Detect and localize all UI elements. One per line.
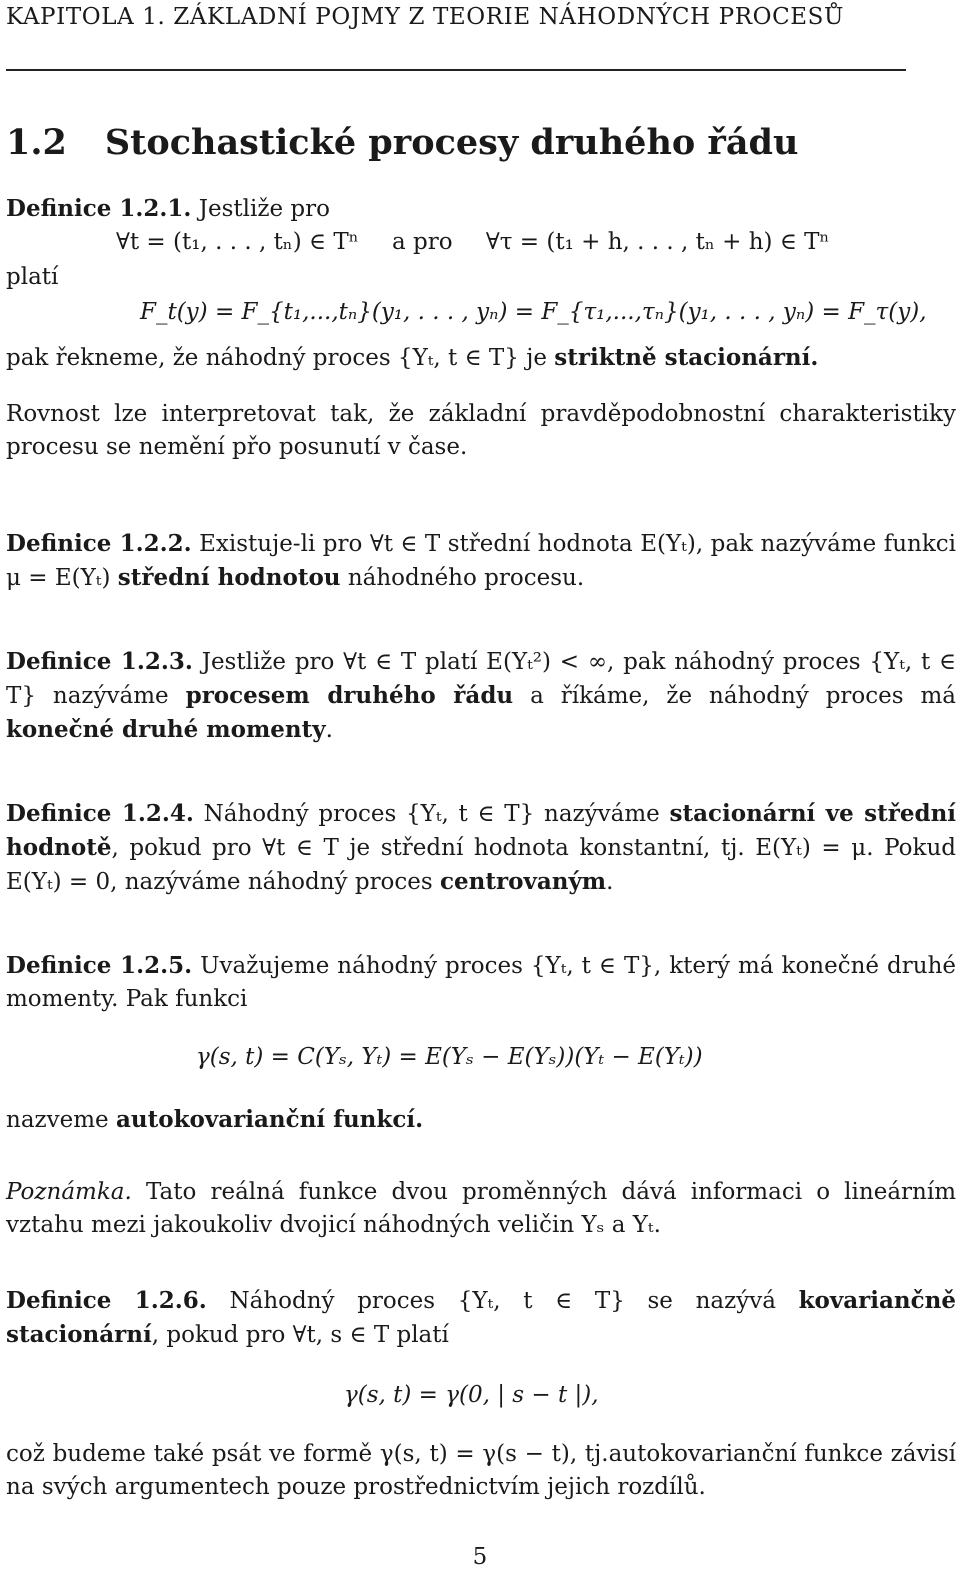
section-title: Stochastické procesy druhého řádu [104,122,799,163]
def2-text: Existuje-li pro ∀t ∈ T střední hodnota E(Yₜ), pak nazýváme funkci μ = E(Yₜ) [6,531,957,591]
def3-paragraph [6,645,956,747]
section-number: 1.2 [6,122,67,163]
page-number: 5 [472,1544,488,1570]
chapter-header: KAPITOLA 1. ZÁKLADNÍ POJMY Z TEORIE NÁHODNÝCH PROCESŮ [6,4,845,30]
def3-term1: procesem druhého řádu [185,682,514,709]
def1-label: Definice 1.2.1. [6,195,192,222]
def1-andfor: a pro [391,229,453,255]
def6-text: Náhodný proces {Yₜ, t ∈ T} se nazývá [229,1288,776,1314]
def5-after [6,1103,423,1137]
def1-line1 [6,192,330,226]
def6-label: Definice 1.2.6. [6,1287,207,1314]
def2-term: střední hodnotou [117,564,341,591]
def4-paragraph [6,797,956,899]
def4-term2: centrovaným [440,868,607,895]
def1-concl-text: pak řekneme, že náhodný proces {Yₜ, t ∈ T} je [6,345,547,371]
def1-term: striktně stacionární. [554,344,819,371]
note-text: Tato reálná funkce dvou proměnných dává informaci o lineárním vztahu mezi jakoukoliv dvojicí náhodných veličin Yₛ a Yₜ. [6,1179,957,1238]
def1-cond1: ∀t = (t₁, . . . , tₙ) ∈ Tⁿ [116,229,359,255]
def2-label: Definice 1.2.2. [6,530,192,557]
def2-text-post: náhodného procesu. [347,565,585,591]
def6-term: kovariančně stacionární [6,1287,957,1348]
def1-conclusion [6,341,818,375]
def1-plati: platí [6,264,59,290]
def6-after: což budeme také psát ve formě γ(s, t) = γ(s − t), tj.autokovarianční funkce závisí na svých argumentech pouze prostřednictvím jejich rozdílů. [6,1441,956,1500]
def5-formula: γ(s, t) = C(Yₛ, Yₜ) = E(Yₛ − E(Yₛ))(Yₜ − E(Yₜ)) [196,1044,703,1070]
def6-text-post: , pokud pro ∀t, s ∈ T platí [151,1322,449,1348]
section-heading [6,120,798,166]
def4-label: Definice 1.2.4. [6,800,194,827]
def3-text: Jestliže pro ∀t ∈ T platí E(Yₜ²) < ∞, pak náhodný proces {Yₜ, t ∈ T} nazýváme [6,649,957,709]
def1-conditions [116,226,829,259]
def5-paragraph [6,949,956,1016]
note-paragraph [6,1176,956,1242]
def4-text-post: . [606,869,614,895]
def1-cond2: ∀τ = (t₁ + h, . . . , tₙ + h) ∈ Tⁿ [485,229,830,255]
def3-text-mid: a říkáme, že náhodný proces má [530,683,957,709]
header-rule [6,69,906,71]
def2-paragraph [6,527,956,595]
def1-formula: F_t(y) = F_{t₁,...,tₙ}(y₁, . . . , yₙ) = F_{τ₁,...,τₙ}(y₁, . . . , yₙ) = F_τ(y), [140,299,927,325]
def3-term2: konečné druhé momenty [6,716,326,743]
def5-label: Definice 1.2.5. [6,952,193,979]
def6-paragraph [6,1284,956,1352]
def5-term: autokovarianční funkcí. [115,1106,424,1133]
def6-formula: γ(s, t) = γ(0, | s − t |), [344,1382,599,1408]
note-label: Poznámka. [6,1179,132,1205]
def3-text-post: . [325,717,333,743]
remark-paragraph: Rovnost lze interpretovat tak, že základní pravděpodobnostní charakteristiky procesu se nemění přo posunutí v čase. [6,401,956,460]
def3-label: Definice 1.2.3. [6,648,193,675]
def4-text: Náhodný proces {Yₜ, t ∈ T} nazýváme [203,801,660,827]
def5-after-text: nazveme [6,1107,109,1133]
def1-lead: Jestliže pro [198,196,330,222]
def4-text-mid: , pokud pro ∀t ∈ T je střední hodnota konstantní, tj. E(Yₜ) = μ. Pokud E(Yₜ) = 0, nazýváme náhodný proces [6,835,956,895]
def4-term1: stacionární ve střední hodnotě [6,800,957,861]
def5-text: Uvažujeme náhodný proces {Yₜ, t ∈ T}, který má konečné druhé momenty. Pak funkci [6,953,956,1012]
